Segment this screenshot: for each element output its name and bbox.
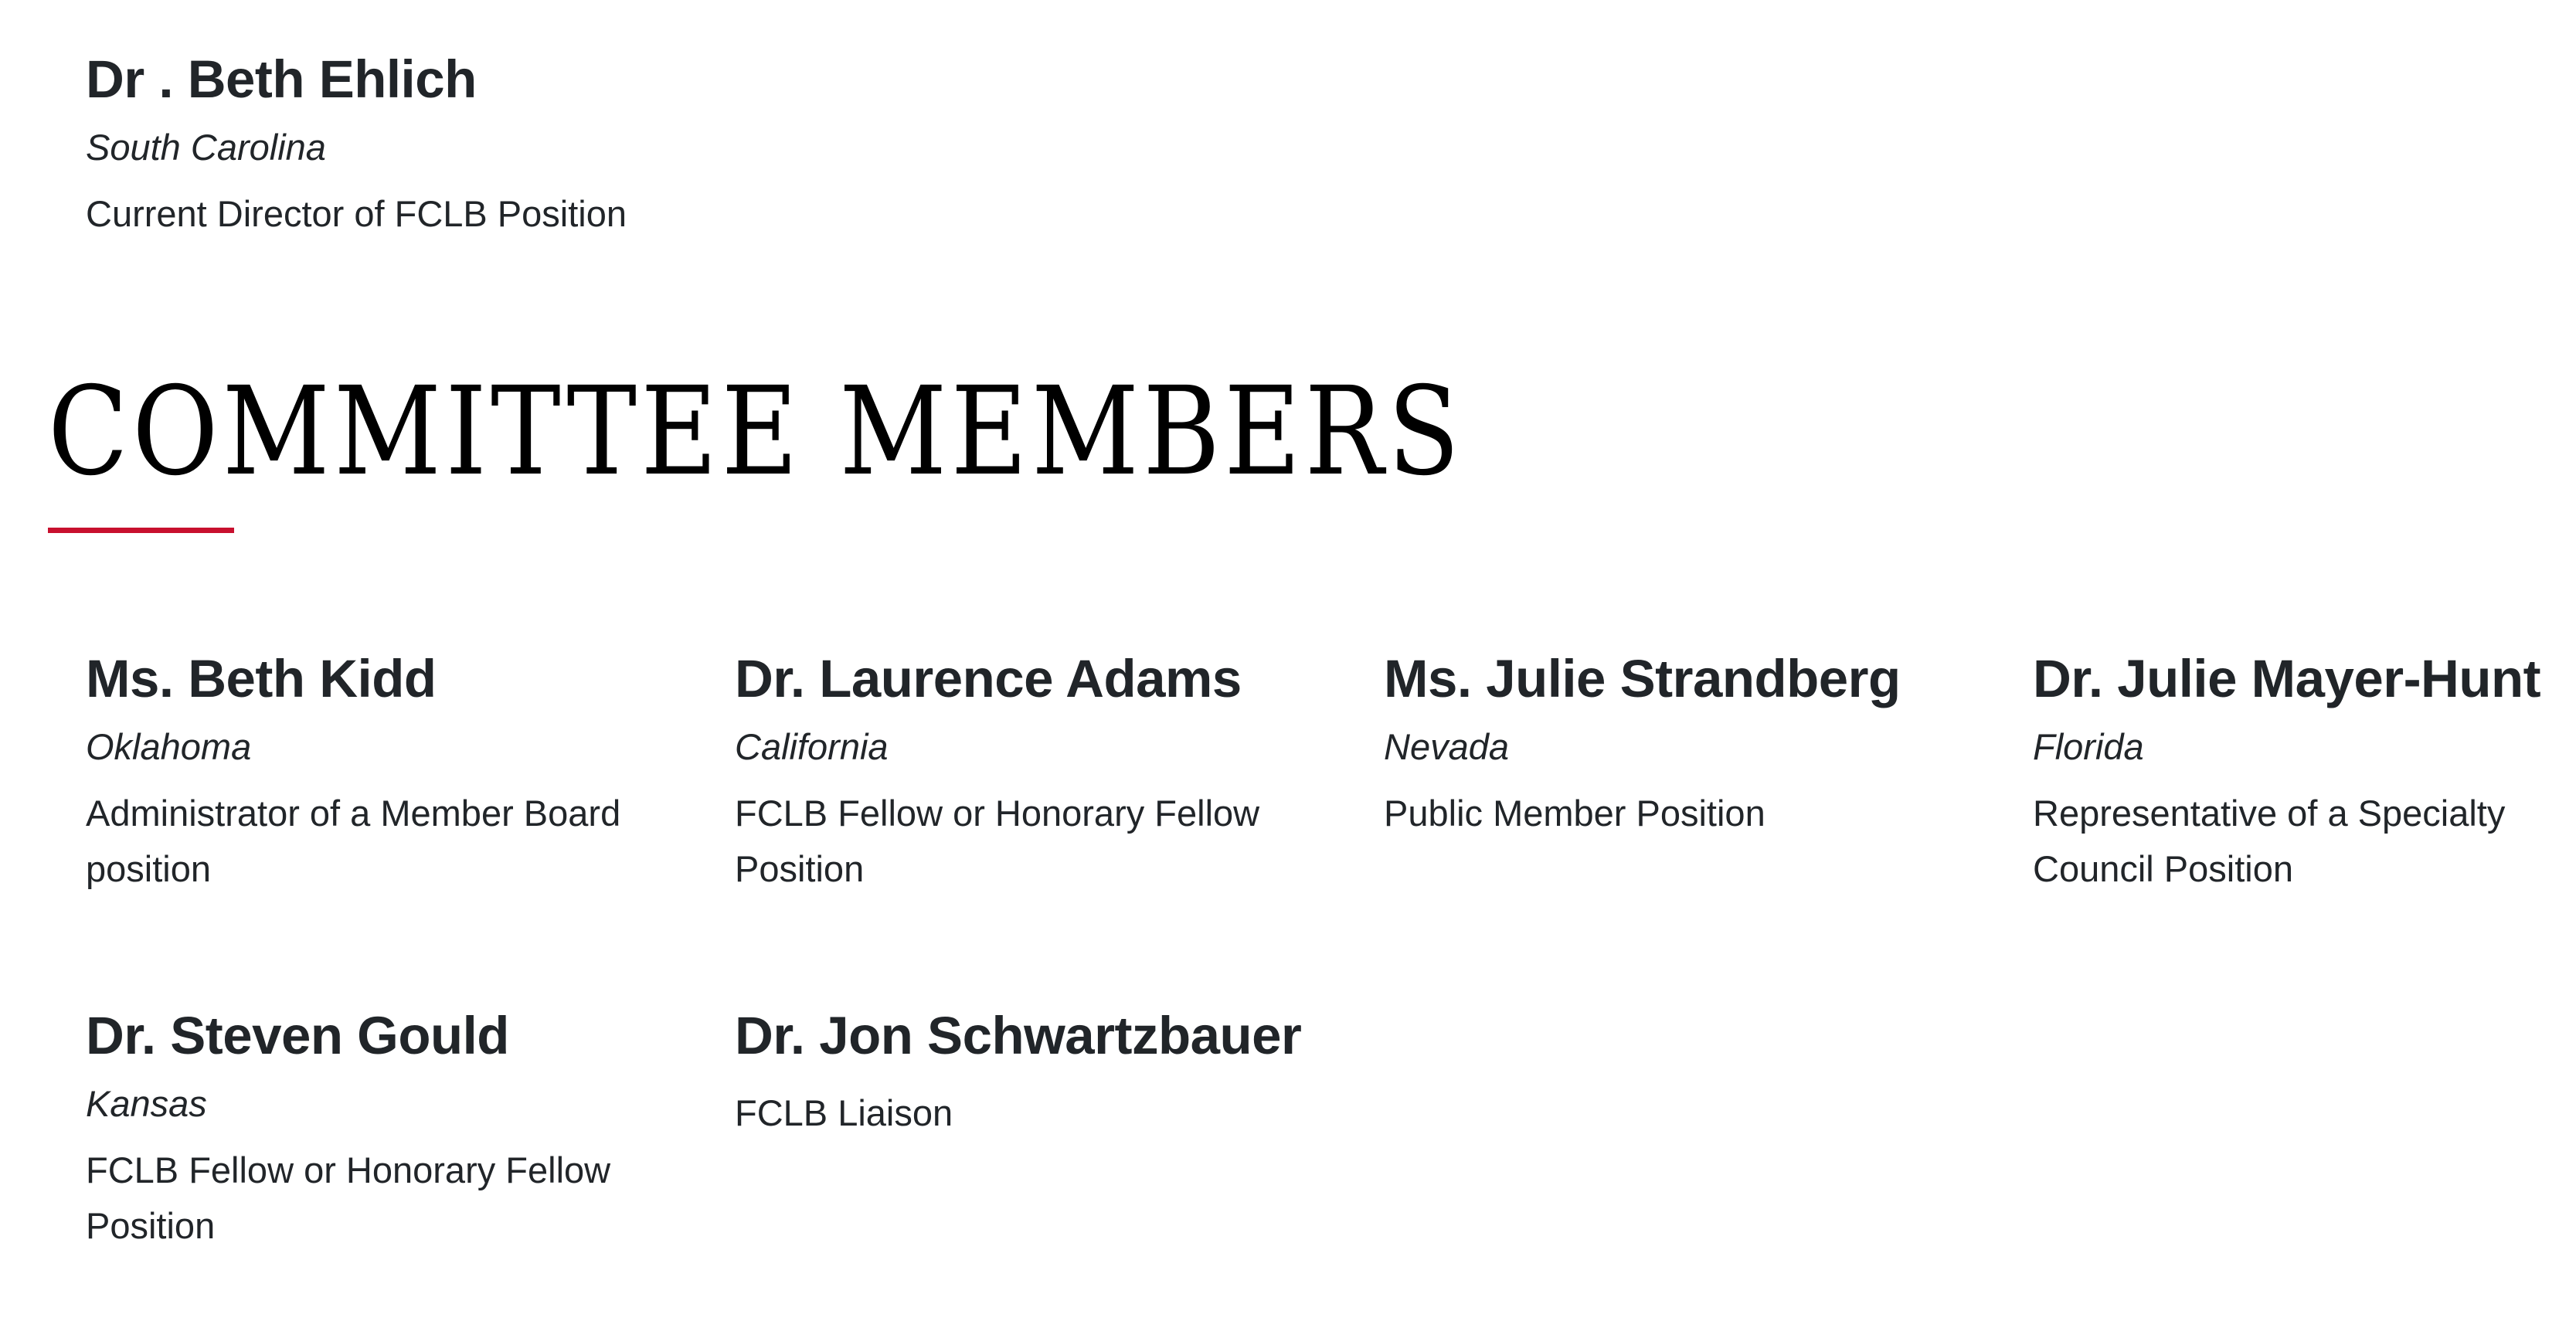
member-role: FCLB Fellow or Honorary Fellow Position	[735, 793, 1260, 890]
member-role: Administrator of a Member Board position	[86, 793, 621, 890]
member-name: Dr. Jon Schwartzbauer	[735, 1006, 1302, 1065]
member-name: Dr. Steven Gould	[86, 1006, 509, 1065]
member-state: California	[735, 725, 889, 767]
member-card	[86, 647, 673, 897]
heading-underline	[48, 528, 234, 533]
member-name: Ms. Beth Kidd	[86, 649, 437, 708]
member-state: Nevada	[1384, 725, 1509, 767]
member-card	[86, 1004, 673, 1254]
member-state: Kansas	[86, 1082, 207, 1124]
member-name: Ms. Julie Strandberg	[1384, 649, 1901, 708]
member-role: Representative of a Specialty Council Position	[2033, 793, 2506, 890]
committee-heading: COMMITTEE MEMBERS	[48, 361, 1464, 503]
member-state: Oklahoma	[86, 725, 252, 767]
director-role: Current Director of FCLB Position	[86, 193, 627, 235]
director-state: South Carolina	[86, 126, 326, 168]
member-card	[735, 1004, 1322, 1141]
member-card	[2033, 647, 2576, 897]
member-state: Florida	[2033, 725, 2144, 767]
member-role: FCLB Liaison	[735, 1092, 953, 1133]
director-card	[86, 48, 781, 242]
director-name: Dr . Beth Ehlich	[86, 49, 477, 109]
member-role: Public Member Position	[1384, 793, 1765, 834]
member-card	[735, 647, 1322, 897]
member-name: Dr. Julie Mayer-Hunt	[2033, 649, 2541, 708]
member-role: FCLB Fellow or Honorary Fellow Position	[86, 1150, 611, 1247]
member-name: Dr. Laurence Adams	[735, 649, 1242, 708]
member-card	[1384, 647, 1971, 841]
